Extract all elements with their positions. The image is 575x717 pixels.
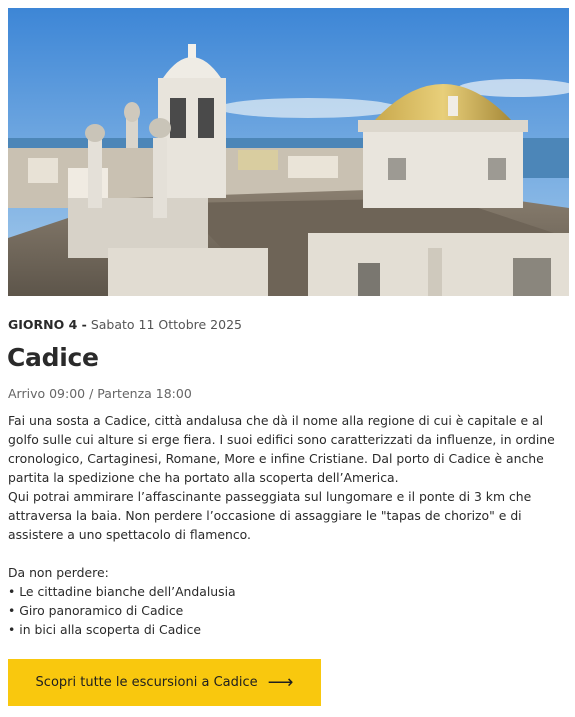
arrow-right-icon: ⟶ bbox=[267, 671, 294, 693]
spacer bbox=[8, 544, 568, 563]
description-line: Fai una sosta a Cadice, città andalusa che dà il nome alla regione di cui è capitale e al bbox=[8, 413, 544, 428]
list-item: • in bici alla scoperta di Cadice bbox=[8, 620, 568, 639]
excursions-button-label: Scopri tutte le escursioni a Cadice bbox=[35, 675, 258, 690]
description-line: cronologico, Cartaginesi, Romane, More e infine Cristiane. Dal porto di Cadice è anche bbox=[8, 451, 544, 466]
description-line: assistere a uno spettacolo di flamenco. bbox=[8, 527, 251, 542]
list-item: • Le cittadine bianche dell’Andalusia bbox=[8, 582, 568, 601]
description-line: Qui potrai ammirare l’affascinante passeggiata sul lungomare e il ponte di 3 km che bbox=[8, 489, 532, 504]
list-item: • Giro panoramico di Cadice bbox=[8, 601, 568, 620]
description-line: partita la spedizione che ha portato alla scoperta dell’America. bbox=[8, 470, 399, 485]
day-date: Sabato 11 Ottobre 2025 bbox=[90, 317, 242, 332]
city-title: Cadice bbox=[7, 343, 99, 372]
description bbox=[8, 411, 568, 639]
day-label: GIORNO 4 - bbox=[8, 317, 87, 332]
itinerary-day bbox=[8, 317, 242, 332]
description-line: golfo sulle cui alture si erge fiera. I suoi edifici sono caratterizzati da influenze, in ordine bbox=[8, 432, 555, 447]
arrival-departure-times: Arrivo 09:00 / Partenza 18:00 bbox=[8, 386, 192, 401]
must-see-list bbox=[8, 582, 568, 639]
must-see-title: Da non perdere: bbox=[8, 565, 109, 580]
description-line: attraversa la baia. Non perdere l’occasione di assaggiare le "tapas de chorizo" e di bbox=[8, 508, 522, 523]
excursions-button[interactable] bbox=[8, 659, 321, 706]
hero-photo bbox=[8, 8, 569, 296]
